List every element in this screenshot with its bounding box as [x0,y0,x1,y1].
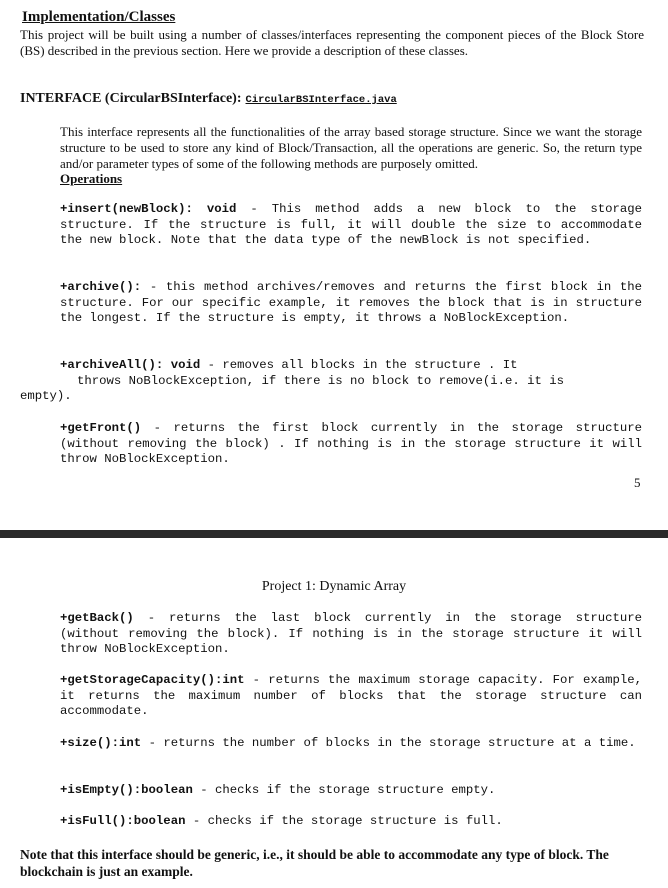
operations-heading: Operations [60,171,123,186]
interface-heading [20,91,397,107]
method-description-end: empty). [20,389,72,403]
method-description: - removes all blocks in the structure . It [200,358,518,372]
method-signature: +isFull():boolean [60,814,186,828]
method-description: - this method archives/removes and returns the first block in the structure. For our specific example, it removes the block that is in structure the longest. If the structure is empty, it throws a NoBlockException. [60,280,642,325]
intro-paragraph: This project will be built using a number of classes/interfaces representing the component pieces of the Block Store (BS) described in the previous section. Here we provide a description of these classes. [20,27,644,58]
method-description: - returns the maximum storage capacity. For example, it returns the maximum number of blocks that the storage structure can accommodate. [60,673,642,718]
method-signature: +archive(): [60,280,142,294]
method-signature: +getFront() [60,421,142,435]
method-is-empty [60,783,642,799]
interface-file-name: CircularBSInterface.java [245,94,397,106]
page-number: 5 [634,475,641,490]
page-break-divider [0,530,668,538]
method-insert [60,202,642,249]
method-signature: +isEmpty():boolean [60,783,193,797]
interface-label: INTERFACE (CircularBSInterface): [20,91,242,106]
method-description-cont: throws NoBlockException, if there is no block to remove(i.e. it is [77,373,565,388]
method-size [60,736,642,752]
method-get-back [60,611,642,658]
method-signature: +insert(newBlock): void [60,202,237,216]
method-description: - This method adds a new block to the storage structure. If the structure is full, it will double the size to accommodate the new block. Note that the data type of the newBlock is not specified. [60,202,643,247]
running-head: Project 1: Dynamic Array [261,579,407,594]
section-heading: Implementation/Classes [22,9,176,25]
method-get-storage-capacity [60,673,642,720]
method-archive-all [20,358,642,405]
method-archive [60,280,642,327]
interface-description: This interface represents all the functionalities of the array based storage structure. Since we want the storage structure to be used to store any kind of Block/Transaction, all the operations are generic. So, the return type and/or parameter types of some of the following methods are purposely omitted. [60,124,642,171]
method-signature: +archiveAll(): void [60,358,201,372]
method-signature: +getStorageCapacity():int [60,673,245,687]
method-get-front [60,421,642,468]
method-description: - returns the last block currently in the storage structure (without removing the block). If nothing is in the storage structure it will throw NoBlockException. [60,611,642,656]
generic-note: Note that this interface should be generic, i.e., it should be able to accommodate any type of block. The blockchain is just an example. [20,847,609,879]
method-signature: +getBack() [60,611,134,625]
method-is-full [60,814,642,830]
method-description: - returns the first block currently in the storage structure (without removing the block) . If nothing is in the storage structure it will throw NoBlockException. [60,421,642,466]
method-description: - checks if the storage structure is full. [185,814,503,828]
method-description: - checks if the storage structure empty. [192,783,496,797]
method-description: - returns the number of blocks in the storage structure at a time. [141,736,636,750]
method-signature: +size():int [60,736,142,750]
